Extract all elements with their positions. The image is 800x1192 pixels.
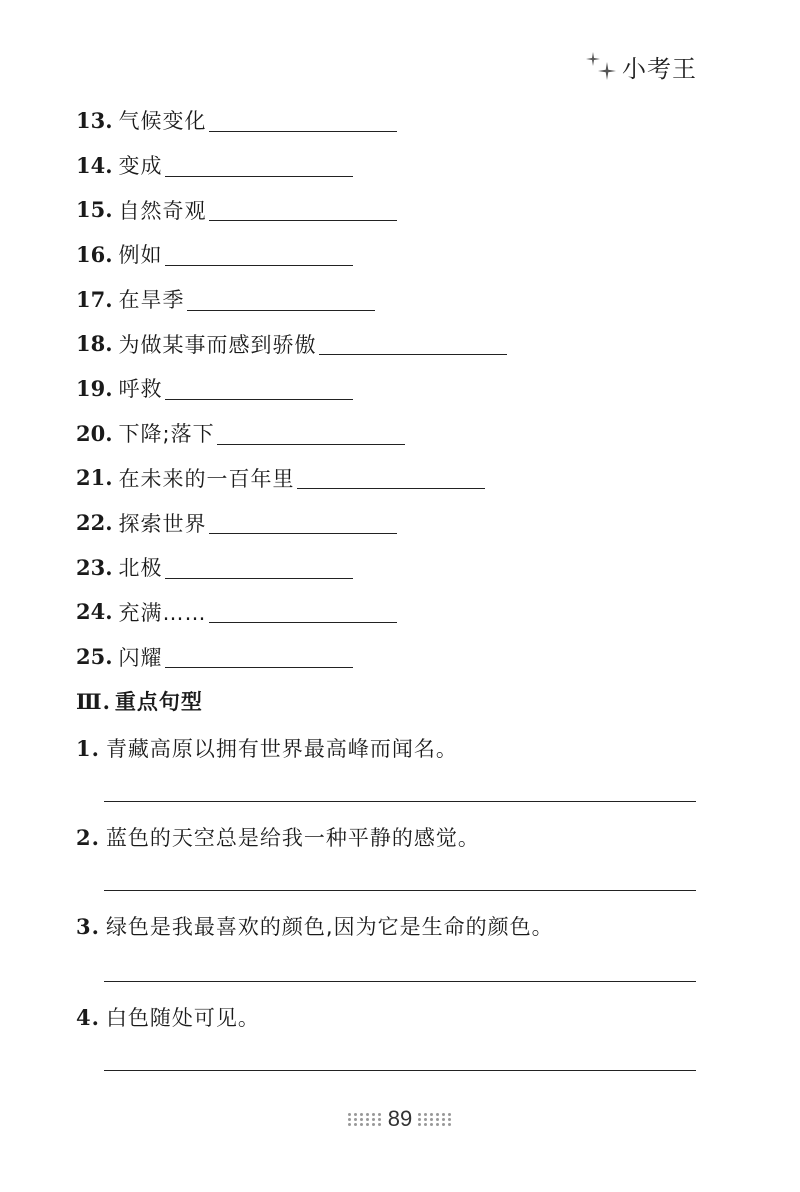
- answer-line[interactable]: [104, 981, 696, 982]
- header-brand: [582, 48, 697, 84]
- vocab-phrase: 探索世界: [118, 511, 207, 536]
- sparkle-icon: [582, 48, 620, 84]
- item-number: 14: [76, 152, 106, 178]
- answer-blank[interactable]: [165, 154, 353, 177]
- answer-blank[interactable]: [165, 377, 353, 400]
- item-number: 24: [76, 599, 106, 625]
- sentence-text: 白色随处可见。: [105, 1006, 260, 1030]
- answer-blank[interactable]: [209, 511, 397, 534]
- vocab-phrase: 自然奇观: [118, 198, 207, 223]
- sentence-item: 1. 青藏高原以拥有世界最高峰而闻名。: [76, 736, 458, 761]
- item-number: 18: [76, 331, 106, 357]
- sentence-text: 蓝色的天空总是给我一种平静的感觉。: [105, 826, 480, 850]
- brand-name: 小考王: [622, 54, 697, 83]
- vocab-phrase: 气候变化: [118, 109, 207, 134]
- answer-blank[interactable]: [165, 645, 353, 668]
- answer-blank[interactable]: [165, 243, 353, 266]
- vocab-phrase: 在旱季: [118, 288, 185, 313]
- vocab-item: 16 . 例如: [76, 232, 507, 277]
- vocab-item: 14 . 变成: [76, 143, 507, 188]
- item-number: 20: [76, 420, 106, 446]
- sentence-text: 青藏高原以拥有世界最高峰而闻名。: [105, 737, 458, 761]
- section-heading: [76, 686, 203, 716]
- vocab-item: 25 . 闪耀: [76, 634, 507, 679]
- item-number: 15: [76, 197, 106, 223]
- answer-line[interactable]: [104, 801, 696, 802]
- sentence-item: 2. 蓝色的天空总是给我一种平静的感觉。: [76, 825, 480, 850]
- vocab-list: [76, 98, 507, 679]
- vocab-item: 19 . 呼救: [76, 366, 507, 411]
- answer-blank[interactable]: [217, 422, 405, 445]
- vocab-item: 24 . 充满……: [76, 590, 507, 635]
- item-number: 17: [76, 286, 106, 312]
- item-number: 16: [76, 241, 106, 267]
- answer-blank[interactable]: [319, 332, 507, 355]
- sentence-number: 2: [76, 825, 92, 850]
- dot-ornament-left: [348, 1113, 382, 1126]
- page-footer: [0, 1106, 800, 1132]
- item-number: 25: [76, 644, 106, 670]
- answer-blank[interactable]: [297, 466, 485, 489]
- item-number: 21: [76, 465, 106, 491]
- section-number: Ⅲ.: [76, 689, 111, 714]
- answer-blank[interactable]: [187, 288, 375, 311]
- answer-blank[interactable]: [209, 600, 397, 623]
- vocab-item: 23 . 北极: [76, 545, 507, 590]
- answer-line[interactable]: [104, 1070, 696, 1071]
- sentence-item: 4. 白色随处可见。: [76, 1005, 260, 1030]
- vocab-item: 21 . 在未来的一百年里: [76, 456, 507, 501]
- vocab-item: 15 . 自然奇观: [76, 187, 507, 232]
- vocab-item: 20 . 下降;落下: [76, 411, 507, 456]
- item-number: 22: [76, 510, 106, 536]
- vocab-phrase: 在未来的一百年里: [118, 466, 295, 491]
- sentence-number: 4: [76, 1005, 92, 1030]
- section-title: 重点句型: [114, 690, 203, 714]
- vocab-item: 13 . 气候变化: [76, 98, 507, 143]
- sentence-text: 绿色是我最喜欢的颜色,因为它是生命的颜色。: [105, 915, 554, 939]
- vocab-item: 18 . 为做某事而感到骄傲: [76, 321, 507, 366]
- answer-line[interactable]: [104, 890, 696, 891]
- vocab-phrase: 为做某事而感到骄傲: [118, 332, 317, 357]
- vocab-phrase: 闪耀: [118, 645, 163, 670]
- page-number: 89: [387, 1106, 413, 1131]
- vocab-phrase: 呼救: [118, 377, 163, 402]
- answer-blank[interactable]: [165, 556, 353, 579]
- vocab-phrase: 变成: [118, 154, 163, 179]
- vocab-phrase: 北极: [118, 556, 163, 581]
- answer-blank[interactable]: [209, 109, 397, 132]
- item-number: 13: [76, 107, 106, 133]
- sentence-number: 3: [76, 914, 92, 939]
- dot-ornament-right: [418, 1113, 452, 1126]
- sentence-item: 3. 绿色是我最喜欢的颜色,因为它是生命的颜色。: [76, 914, 554, 939]
- sentence-number: 1: [76, 736, 92, 761]
- item-number: 19: [76, 375, 106, 401]
- answer-blank[interactable]: [209, 198, 397, 221]
- vocab-item: 17 . 在旱季: [76, 277, 507, 322]
- vocab-phrase: 充满……: [118, 600, 207, 625]
- vocab-phrase: 下降;落下: [118, 422, 215, 447]
- item-number: 23: [76, 554, 106, 580]
- vocab-item: 22 . 探索世界: [76, 500, 507, 545]
- vocab-phrase: 例如: [118, 243, 163, 268]
